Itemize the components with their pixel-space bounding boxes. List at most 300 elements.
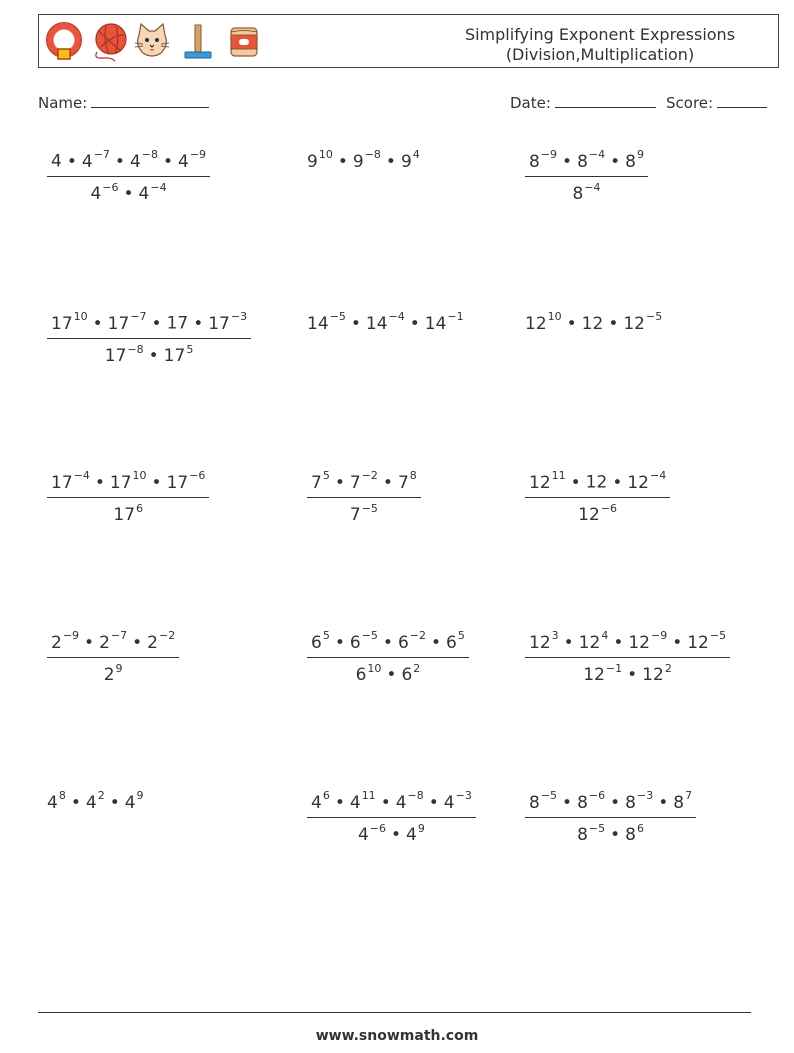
base: 4 — [178, 151, 189, 172]
base: 12 — [628, 632, 650, 653]
exponent: 10 — [73, 310, 88, 323]
multiplication-dot: • — [612, 472, 623, 493]
exponent: −3 — [636, 789, 654, 802]
exponent: −5 — [709, 629, 727, 642]
base: 4 — [138, 184, 150, 205]
base: 4 — [406, 825, 417, 846]
fraction — [525, 467, 670, 526]
power-term — [349, 789, 376, 813]
power-term — [85, 789, 105, 813]
exponent: 9 — [636, 148, 644, 161]
denominator — [307, 818, 476, 847]
power-term — [401, 661, 421, 686]
base: 17 — [51, 313, 73, 334]
power-term — [625, 148, 644, 172]
base: 4 — [311, 792, 322, 813]
multiplication-dot: • — [162, 151, 174, 172]
base: 2 — [99, 632, 110, 653]
denominator — [47, 658, 179, 687]
base: 17 — [109, 472, 132, 493]
product-expression — [525, 310, 663, 334]
exponent: −9 — [62, 629, 80, 642]
footer-rule — [38, 1012, 751, 1013]
base: 17 — [208, 313, 230, 334]
problem-10 — [47, 627, 179, 686]
base: 2 — [103, 665, 115, 686]
multiplication-dot: • — [386, 665, 397, 686]
fraction — [47, 627, 179, 686]
multiplication-dot: • — [66, 151, 77, 172]
denominator — [307, 658, 469, 687]
power-term — [577, 821, 606, 846]
multiplication-dot: • — [92, 313, 103, 334]
base: 8 — [529, 792, 540, 813]
power-term — [147, 629, 176, 653]
multiplication-dot: • — [132, 632, 143, 653]
yarn-ball-icon — [89, 21, 131, 63]
exponent: −4 — [73, 469, 90, 482]
problem-5 — [307, 308, 464, 335]
base: 14 — [424, 313, 447, 334]
problem-1 — [47, 146, 210, 205]
base: 4 — [124, 792, 136, 813]
multiplication-dot: • — [672, 632, 683, 653]
base: 4 — [357, 825, 369, 846]
base: 6 — [349, 632, 361, 653]
power-term — [577, 789, 606, 813]
scratching-post-icon — [177, 21, 219, 63]
exponent: 8 — [409, 469, 417, 482]
denominator — [525, 177, 648, 206]
power-term — [625, 821, 644, 846]
exponent: 10 — [367, 661, 382, 675]
exponent: −5 — [361, 629, 378, 642]
base: 9 — [307, 151, 318, 172]
exponent: 5 — [322, 469, 330, 482]
base: 4 — [395, 792, 407, 813]
exponent: 4 — [412, 148, 420, 161]
base: 7 — [311, 472, 322, 493]
date-blank[interactable] — [555, 93, 656, 108]
power-term — [529, 469, 566, 493]
name-field — [38, 93, 209, 113]
denominator — [525, 498, 670, 527]
base: 6 — [355, 665, 367, 686]
power-term — [90, 180, 119, 205]
base: 9 — [352, 151, 364, 172]
exponent: −8 — [141, 148, 158, 161]
power-term — [124, 789, 144, 813]
power-term — [352, 148, 381, 172]
power-term — [406, 821, 425, 846]
power-term — [51, 152, 62, 172]
power-term — [529, 789, 558, 813]
base: 4 — [51, 151, 62, 172]
multiplication-dot: • — [193, 313, 204, 334]
power-term — [687, 629, 727, 653]
exponent: 8 — [58, 789, 66, 802]
multiplication-dot: • — [562, 151, 573, 172]
power-term — [311, 629, 330, 653]
exponent: 11 — [361, 789, 376, 802]
denominator — [47, 177, 210, 206]
multiplication-dot: • — [84, 632, 95, 653]
power-term — [311, 789, 330, 813]
exponent: 10 — [318, 148, 333, 161]
swim-ring-icon — [43, 21, 85, 63]
score-label: Score: — [666, 94, 714, 112]
numerator — [47, 627, 179, 658]
exponent: −5 — [588, 821, 606, 835]
exponent: −9 — [650, 629, 668, 642]
problem-9 — [525, 467, 670, 526]
base: 14 — [365, 313, 388, 334]
title-line-1: Simplifying Exponent Expressions — [464, 25, 736, 44]
problem-15 — [525, 787, 696, 846]
exponent: −1 — [447, 310, 464, 323]
base: 17 — [113, 505, 136, 526]
base: 4 — [443, 792, 455, 813]
base: 17 — [107, 313, 130, 334]
base: 12 — [627, 472, 649, 493]
exponent: 10 — [547, 310, 562, 323]
exponent: −4 — [150, 180, 167, 194]
multiplication-dot: • — [610, 825, 621, 846]
product-expression — [307, 148, 420, 172]
multiplication-dot: • — [409, 313, 420, 334]
footer-url: www.snowmath.com — [315, 1028, 479, 1044]
exponent: 9 — [417, 821, 425, 835]
base: 17 — [166, 313, 189, 334]
numerator — [525, 146, 648, 177]
power-term — [586, 473, 608, 493]
multiplication-dot: • — [151, 313, 162, 334]
power-term — [623, 310, 663, 334]
multiplication-dot: • — [627, 665, 638, 686]
power-term — [51, 629, 80, 653]
power-term — [107, 310, 147, 334]
power-term — [400, 148, 420, 172]
base: 4 — [47, 792, 58, 813]
exponent: −2 — [158, 629, 176, 642]
power-term — [167, 314, 189, 334]
exponent: −7 — [130, 310, 147, 323]
problem-8 — [307, 467, 421, 526]
exponent: 10 — [132, 469, 147, 482]
base: 12 — [578, 632, 601, 653]
exponent: 2 — [413, 661, 421, 675]
base: 6 — [446, 632, 457, 653]
problem-14 — [307, 787, 476, 846]
fraction — [307, 627, 469, 686]
exponent: −4 — [584, 180, 601, 194]
base: 8 — [625, 792, 636, 813]
base: 8 — [673, 792, 685, 813]
power-term — [355, 661, 382, 686]
power-term — [307, 310, 346, 334]
base: 6 — [311, 632, 322, 653]
problem-4 — [47, 308, 251, 367]
exponent: 9 — [115, 661, 123, 675]
base: 17 — [163, 346, 186, 367]
fraction — [307, 787, 476, 846]
multiplication-dot: • — [610, 151, 621, 172]
multiplication-dot: • — [123, 184, 134, 205]
power-term — [311, 469, 330, 493]
exponent: −4 — [588, 148, 606, 161]
multiplication-dot: • — [337, 151, 348, 172]
power-term — [208, 310, 248, 334]
power-term — [578, 629, 609, 653]
fraction — [525, 627, 730, 686]
product-expression — [307, 310, 464, 334]
worksheet-header — [38, 14, 779, 68]
power-term — [113, 501, 144, 526]
base: 2 — [147, 632, 158, 653]
power-term — [109, 469, 147, 493]
pet-food-can-icon — [223, 21, 265, 63]
power-term — [397, 629, 426, 653]
power-term — [443, 789, 472, 813]
base: 17 — [51, 472, 73, 493]
name-blank[interactable] — [91, 93, 209, 108]
power-term — [628, 629, 668, 653]
power-term — [397, 469, 417, 493]
problem-7 — [47, 467, 209, 526]
exponent: −6 — [588, 789, 606, 802]
base: 17 — [104, 346, 127, 367]
power-term — [424, 310, 464, 334]
base: 14 — [307, 313, 329, 334]
numerator — [47, 467, 209, 498]
exponent: −8 — [364, 148, 381, 161]
exponent: −5 — [540, 789, 558, 802]
problem-11 — [307, 627, 469, 686]
multiplication-dot: • — [109, 792, 120, 813]
power-term — [627, 469, 667, 493]
exponent: −5 — [361, 501, 378, 515]
base: 4 — [90, 184, 102, 205]
power-term — [582, 314, 604, 334]
multiplication-dot: • — [391, 825, 402, 846]
base: 6 — [397, 632, 409, 653]
numerator — [307, 787, 476, 818]
denominator — [525, 658, 730, 687]
exponent: 9 — [136, 789, 144, 802]
base: 8 — [577, 825, 588, 846]
base: 4 — [129, 151, 141, 172]
problem-6 — [525, 308, 662, 335]
exponent: −5 — [329, 310, 346, 323]
score-blank[interactable] — [717, 93, 767, 108]
base: 8 — [625, 825, 636, 846]
multiplication-dot: • — [566, 313, 577, 334]
multiplication-dot: • — [570, 472, 581, 493]
exponent: 4 — [601, 629, 609, 642]
multiplication-dot: • — [385, 151, 396, 172]
power-term — [577, 148, 606, 172]
power-term — [47, 789, 66, 813]
exponent: −7 — [110, 629, 128, 642]
multiplication-dot: • — [94, 472, 105, 493]
exponent: −6 — [369, 821, 387, 835]
power-term — [625, 789, 654, 813]
base: 12 — [623, 313, 645, 334]
multiplication-dot: • — [334, 792, 345, 813]
power-term — [365, 310, 405, 334]
multiplication-dot: • — [148, 346, 159, 367]
multiplication-dot: • — [610, 792, 621, 813]
base: 4 — [85, 792, 97, 813]
denominator — [47, 498, 209, 527]
exponent: 5 — [186, 342, 194, 356]
multiplication-dot: • — [151, 472, 162, 493]
power-term — [529, 629, 559, 653]
exponent: 3 — [551, 629, 559, 642]
base: 12 — [529, 472, 551, 493]
numerator — [525, 787, 696, 818]
fraction — [307, 467, 421, 526]
power-term — [104, 342, 144, 367]
problem-13 — [47, 787, 144, 814]
exponent: 6 — [636, 821, 644, 835]
title-line-2: (Division,Multiplication) — [505, 45, 695, 64]
multiplication-dot: • — [334, 632, 345, 653]
exponent: −1 — [605, 661, 623, 675]
base: 7 — [349, 505, 361, 526]
power-term — [357, 821, 387, 846]
problem-3 — [525, 146, 648, 205]
numerator — [307, 627, 469, 658]
multiplication-dot: • — [430, 632, 442, 653]
name-label: Name: — [38, 94, 88, 112]
exponent: −6 — [600, 501, 618, 515]
exponent: −8 — [127, 342, 144, 356]
power-term — [525, 310, 562, 334]
power-term — [166, 469, 206, 493]
exponent: 7 — [685, 789, 693, 802]
multiplication-dot: • — [114, 151, 125, 172]
base: 7 — [349, 472, 361, 493]
base: 12 — [525, 313, 547, 334]
exponent: 5 — [457, 629, 465, 642]
power-term — [129, 148, 158, 172]
power-term — [307, 148, 333, 172]
power-term — [572, 180, 601, 205]
power-term — [51, 469, 90, 493]
power-term — [163, 342, 194, 367]
power-term — [178, 148, 207, 172]
fraction — [47, 146, 210, 205]
power-term — [642, 661, 672, 686]
product-expression — [47, 789, 144, 813]
fraction — [47, 308, 251, 367]
worksheet-title — [435, 25, 765, 65]
base: 12 — [583, 665, 605, 686]
exponent: −4 — [649, 469, 667, 482]
base: 12 — [642, 665, 664, 686]
multiplication-dot: • — [380, 792, 391, 813]
exponent: −3 — [230, 310, 248, 323]
base: 12 — [581, 313, 604, 334]
exponent: −9 — [189, 148, 207, 161]
exponent: −2 — [409, 629, 426, 642]
exponent: 5 — [322, 629, 330, 642]
multiplication-dot: • — [428, 792, 439, 813]
power-term — [529, 148, 558, 172]
base: 12 — [529, 632, 551, 653]
multiplication-dot: • — [382, 472, 393, 493]
base: 4 — [81, 151, 93, 172]
cat-face-icon — [131, 21, 173, 63]
exponent: −4 — [388, 310, 405, 323]
multiplication-dot: • — [350, 313, 361, 334]
problem-12 — [525, 627, 730, 686]
power-term — [349, 501, 378, 526]
power-term — [51, 310, 88, 334]
multiplication-dot: • — [382, 632, 393, 653]
fraction — [47, 467, 209, 526]
multiplication-dot: • — [70, 792, 81, 813]
base: 6 — [401, 665, 413, 686]
exponent: −6 — [189, 469, 206, 482]
base: 4 — [349, 792, 361, 813]
power-term — [583, 661, 623, 686]
base: 9 — [400, 151, 412, 172]
multiplication-dot: • — [562, 792, 573, 813]
base: 12 — [578, 505, 600, 526]
power-term — [446, 629, 465, 653]
power-term — [138, 180, 167, 205]
exponent: 2 — [664, 661, 672, 675]
numerator — [307, 467, 421, 498]
denominator — [307, 498, 421, 527]
denominator — [525, 818, 696, 847]
base: 17 — [166, 472, 189, 493]
power-term — [103, 661, 123, 686]
exponent: 6 — [322, 789, 330, 802]
power-term — [99, 629, 128, 653]
multiplication-dot: • — [613, 632, 624, 653]
numerator — [47, 308, 251, 339]
exponent: −5 — [645, 310, 663, 323]
base: 7 — [397, 472, 409, 493]
score-field — [666, 93, 767, 113]
fraction — [525, 787, 696, 846]
fraction — [525, 146, 648, 205]
exponent: −7 — [93, 148, 110, 161]
multiplication-dot: • — [608, 313, 619, 334]
base: 12 — [585, 472, 608, 493]
exponent: −9 — [540, 148, 558, 161]
power-term — [395, 789, 424, 813]
base: 8 — [577, 792, 588, 813]
exponent: −6 — [102, 180, 119, 194]
multiplication-dot: • — [658, 792, 669, 813]
multiplication-dot: • — [563, 632, 574, 653]
base: 8 — [577, 151, 588, 172]
power-term — [349, 469, 378, 493]
multiplication-dot: • — [334, 472, 345, 493]
power-term — [673, 789, 693, 813]
exponent: −2 — [361, 469, 378, 482]
numerator — [525, 627, 730, 658]
exponent: −8 — [407, 789, 424, 802]
base: 8 — [572, 184, 584, 205]
base: 2 — [51, 632, 62, 653]
power-term — [578, 501, 618, 526]
exponent: 6 — [136, 501, 144, 515]
